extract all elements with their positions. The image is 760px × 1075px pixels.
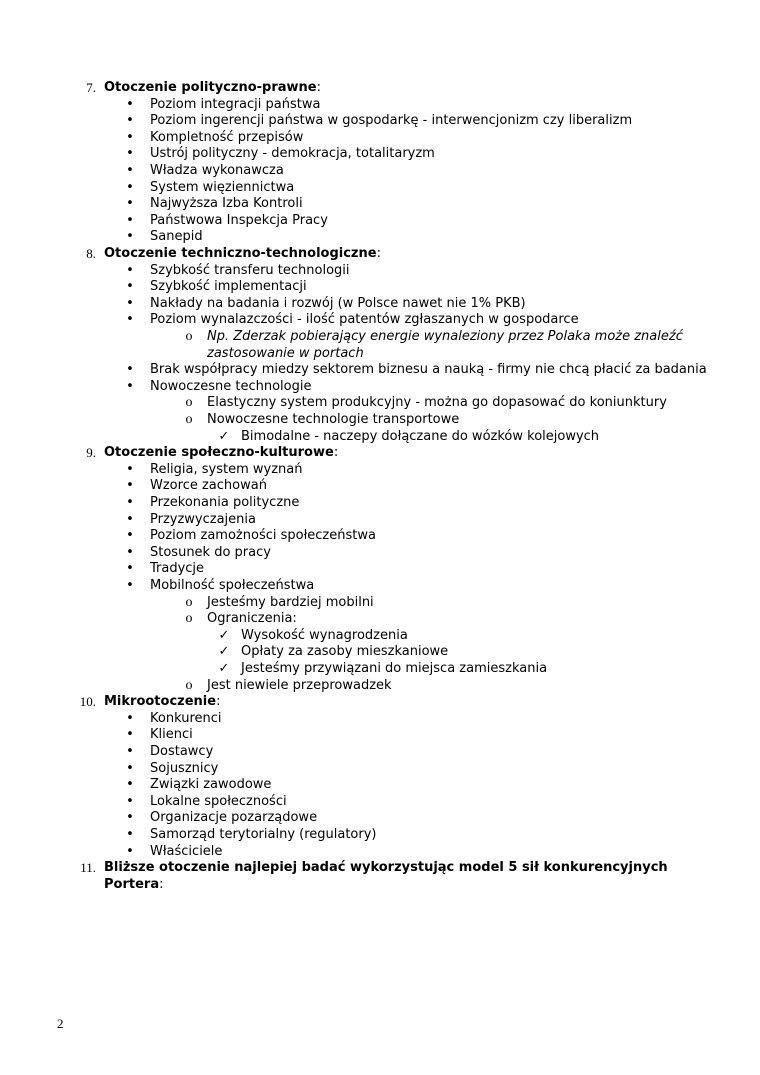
item-text: Brak współpracy miedzy sektorem biznesu a nauką - firmy nie chcą płacić za badania xyxy=(150,362,707,378)
item-text: Opłaty za zasoby mieszkaniowe xyxy=(241,644,449,660)
item-text: System więziennictwa xyxy=(150,179,295,195)
item-text: Klienci xyxy=(150,727,193,743)
item-text: Nowoczesne technologie transportowe xyxy=(207,412,460,427)
bullet-icon: • xyxy=(126,295,134,311)
bullet-icon: • xyxy=(126,212,134,228)
bullet-icon: • xyxy=(126,843,134,859)
circle-bullet-icon: o xyxy=(185,611,193,627)
section-number: 8. xyxy=(86,246,96,261)
item-text: Jesteśmy przywiązani do miejsca zamieszkania xyxy=(241,661,548,676)
bullet-icon: • xyxy=(126,793,134,809)
section-number: 9. xyxy=(86,445,96,461)
item-text: Otoczenie polityczno-prawne: xyxy=(104,80,321,95)
circle-bullet-icon: o xyxy=(185,412,193,427)
item-text: Otoczenie społeczno-kulturowe: xyxy=(104,445,339,461)
bullet-icon: • xyxy=(126,146,134,162)
item-text: Samorząd terytorialny (regulatory) xyxy=(150,827,377,842)
bullet-icon: • xyxy=(126,578,134,593)
item-text: Portera: xyxy=(104,876,164,892)
item-text: Poziom zamożności społeczeństwa xyxy=(150,528,376,544)
checkmark-icon: ✓ xyxy=(218,661,230,676)
page-number: 2 xyxy=(57,1016,64,1031)
item-text: Najwyższa Izba Kontroli xyxy=(150,196,303,212)
bullet-icon: • xyxy=(126,279,134,295)
item-text: Ustrój polityczny - demokracja, totalitaryzm xyxy=(150,146,435,162)
item-text: Związki zawodowe xyxy=(150,777,272,793)
item-text: Sanepid xyxy=(150,229,203,245)
bullet-icon: • xyxy=(126,760,134,776)
item-text: Wzorce zachowań xyxy=(150,478,267,494)
item-text: Kompletność przepisów xyxy=(150,129,304,145)
item-text: Dostawcy xyxy=(150,744,214,759)
section-number: 10. xyxy=(79,694,96,710)
section-number: 11. xyxy=(80,860,96,876)
circle-bullet-icon: o xyxy=(185,677,193,693)
bullet-icon: • xyxy=(126,528,134,544)
bullet-icon: • xyxy=(126,744,134,759)
bullet-icon: • xyxy=(126,727,134,743)
item-text: Sojusznicy xyxy=(150,760,219,776)
bullet-icon: • xyxy=(126,710,134,726)
item-text: Państwowa Inspekcja Pracy xyxy=(150,212,328,228)
item-text: Otoczenie techniczno-technologiczne: xyxy=(104,246,381,261)
item-text: Przekonania polityczne xyxy=(150,495,300,510)
bullet-icon: • xyxy=(126,810,134,826)
item-text: Lokalne społeczności xyxy=(150,793,287,809)
circle-bullet-icon: o xyxy=(185,329,193,344)
bullet-icon: • xyxy=(126,196,134,212)
item-text: Poziom wynalazczości - ilość patentów zgłaszanych w gospodarce xyxy=(150,312,579,328)
checkmark-icon: ✓ xyxy=(218,428,230,444)
checkmark-icon: ✓ xyxy=(218,644,230,660)
item-text: Wysokość wynagrodzenia xyxy=(241,627,408,643)
bullet-icon: • xyxy=(126,495,134,510)
circle-bullet-icon: o xyxy=(185,594,193,610)
bullet-icon: • xyxy=(126,96,134,112)
bullet-icon: • xyxy=(126,129,134,145)
bullet-icon: • xyxy=(126,561,134,577)
bullet-icon: • xyxy=(126,312,134,328)
item-text: Szybkość implementacji xyxy=(150,279,307,295)
item-text: Właściciele xyxy=(150,843,223,859)
bullet-icon: • xyxy=(126,378,134,394)
bullet-icon: • xyxy=(126,362,134,378)
bullet-icon: • xyxy=(126,478,134,494)
bullet-icon: • xyxy=(126,544,134,560)
bullet-icon: • xyxy=(126,229,134,245)
item-text: Ograniczenia: xyxy=(207,611,297,627)
item-text: Tradycje xyxy=(150,561,205,577)
item-text: Nowoczesne technologie xyxy=(150,378,312,394)
item-text: Jesteśmy bardziej mobilni xyxy=(207,594,374,610)
bullet-icon: • xyxy=(126,113,134,129)
bullet-icon: • xyxy=(126,179,134,195)
circle-bullet-icon: o xyxy=(185,395,193,411)
item-text: Konkurenci xyxy=(150,710,222,726)
item-text: Religia, system wyznań xyxy=(150,461,303,477)
bullet-icon: • xyxy=(126,461,134,477)
item-text: Poziom ingerencji państwa w gospodarkę - interwencjonizm czy liberalizm xyxy=(150,113,633,129)
item-text: Jest niewiele przeprowadzek xyxy=(207,677,392,693)
item-text: Bimodalne - naczepy dołączane do wózków kolejowych xyxy=(241,428,600,444)
item-text: Elastyczny system produkcyjny - można go dopasować do koniunktury xyxy=(207,395,667,411)
item-text: Przyzwyczajenia xyxy=(150,511,256,527)
item-text: Szybkość transferu technologii xyxy=(150,262,350,278)
item-text: Mobilność społeczeństwa xyxy=(150,578,315,593)
bullet-icon: • xyxy=(126,163,134,178)
item-text: Bliższe otoczenie najlepiej badać wykorzystując model 5 sił konkurencyjnych xyxy=(104,860,668,876)
item-text: zastosowanie w portach xyxy=(207,345,364,361)
checkmark-icon: ✓ xyxy=(218,627,230,643)
bullet-icon: • xyxy=(126,827,134,842)
item-text: Nakłady na badania i rozwój (w Polsce nawet nie 1% PKB) xyxy=(150,295,526,311)
item-text: Stosunek do pracy xyxy=(150,544,271,560)
item-text: Poziom integracji państwa xyxy=(150,96,321,112)
section-number: 7. xyxy=(86,80,96,95)
bullet-icon: • xyxy=(126,777,134,793)
item-text: Organizacje pozarządowe xyxy=(150,810,318,826)
item-text: Mikrootoczenie: xyxy=(104,694,221,710)
bullet-icon: • xyxy=(126,262,134,278)
item-text: Władza wykonawcza xyxy=(150,163,284,178)
item-text: Np. Zderzak pobierający energie wynaleziony przez Polaka może znaleźć xyxy=(207,329,683,344)
bullet-icon: • xyxy=(126,511,134,527)
